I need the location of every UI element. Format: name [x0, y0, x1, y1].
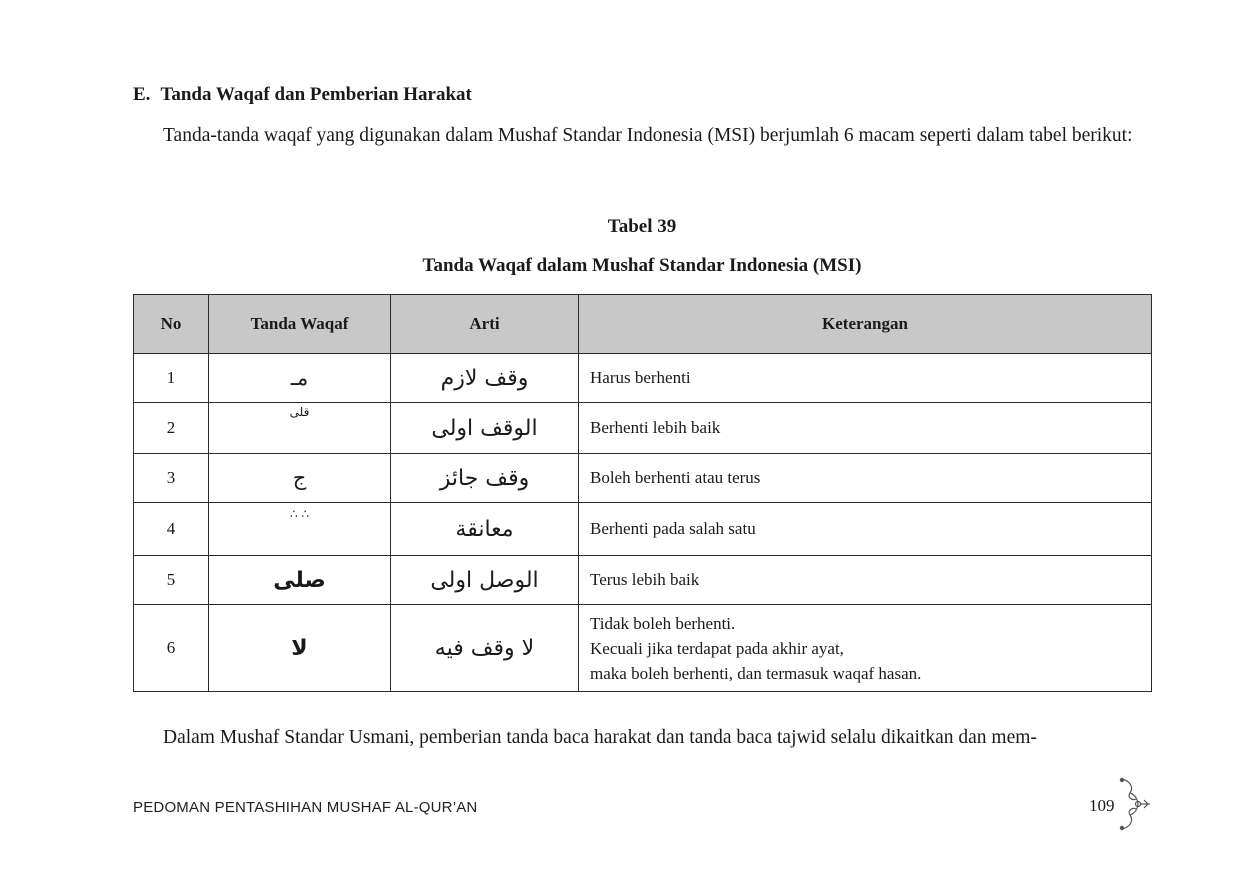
- keterangan-cell: Berhenti lebih baik: [579, 403, 1152, 454]
- row-number: 5: [134, 556, 209, 605]
- waqaf-mark-cell: [209, 503, 391, 556]
- waqaf-mark-cell: [209, 556, 391, 605]
- continuation-paragraph: Dalam Mushaf Standar Usmani, pemberian tanda baca harakat dan tanda baca tajwid selalu dikaitkan dan mem-: [163, 727, 1037, 748]
- row-number: 4: [134, 503, 209, 556]
- header-tanda-waqaf: Tanda Waqaf: [209, 295, 391, 354]
- waqaf-mark-cell: [209, 605, 391, 692]
- page-number: 109: [1089, 796, 1115, 815]
- waqaf-mark-cell: [209, 403, 391, 454]
- table-row: [134, 403, 1152, 454]
- section-title: Tanda Waqaf dan Pemberian Harakat: [160, 84, 472, 105]
- arti-text: وقف جائز: [439, 465, 530, 491]
- arti-text: الوقف اولى: [431, 415, 538, 441]
- row-number: 3: [134, 454, 209, 503]
- waqaf-table: [133, 294, 1152, 692]
- keterangan-cell: Berhenti pada salah satu: [579, 503, 1152, 556]
- row-number: 6: [134, 605, 209, 692]
- intro-paragraph: Tanda-tanda waqaf yang digunakan dalam Mushaf Standar Indonesia (MSI) berjumlah 6 macam seperti dalam tabel berikut:: [163, 125, 1133, 146]
- section-heading: [133, 84, 472, 106]
- arti-cell: [391, 556, 579, 605]
- table-row: [134, 556, 1152, 605]
- arti-cell: [391, 503, 579, 556]
- table-row: [134, 503, 1152, 556]
- waqaf-mark: مـ: [290, 366, 309, 390]
- waqaf-mark: ∴ ∴: [289, 507, 310, 521]
- keterangan-cell: [579, 605, 1152, 692]
- keterangan-cell: Terus lebih baik: [579, 556, 1152, 605]
- table-row: [134, 605, 1152, 692]
- table-header-row: [134, 295, 1152, 354]
- row-number: 2: [134, 403, 209, 454]
- arti-cell: [391, 454, 579, 503]
- row-number: 1: [134, 354, 209, 403]
- header-keterangan: Keterangan: [579, 295, 1152, 354]
- arti-cell: [391, 605, 579, 692]
- waqaf-mark-cell: [209, 454, 391, 503]
- arti-cell: [391, 403, 579, 454]
- keterangan-cell: Harus berhenti: [579, 354, 1152, 403]
- waqaf-mark: ج: [292, 466, 307, 490]
- table-row: [134, 454, 1152, 503]
- header-no: No: [134, 295, 209, 354]
- section-letter: E.: [133, 84, 151, 105]
- arti-text: معانقة: [455, 516, 514, 542]
- table-row: [134, 354, 1152, 403]
- waqaf-mark: قلى: [289, 405, 310, 419]
- table-caption-title: Tanda Waqaf dalam Mushaf Standar Indonesia (MSI): [422, 255, 862, 276]
- arti-text: لا وقف فيه: [434, 635, 535, 661]
- waqaf-mark: صلى: [273, 567, 326, 593]
- ornament-icon: [1108, 775, 1152, 833]
- waqaf-mark: لا: [291, 635, 308, 661]
- arti-text: الوصل اولى: [430, 567, 539, 593]
- footer-book-title: PEDOMAN PENTASHIHAN MUSHAF AL-QUR’AN: [133, 799, 478, 816]
- arti-text: وقف لازم: [440, 365, 529, 391]
- keterangan-cell: Boleh berhenti atau terus: [579, 454, 1152, 503]
- keterangan-text: Tidak boleh berhenti. Kecuali jika terdapat pada akhir ayat, maka boleh berhenti, dan termasuk waqaf hasan.: [590, 613, 922, 683]
- waqaf-mark-cell: [209, 354, 391, 403]
- arti-cell: [391, 354, 579, 403]
- header-arti: Arti: [391, 295, 579, 354]
- table-caption-number: Tabel 39: [607, 216, 677, 237]
